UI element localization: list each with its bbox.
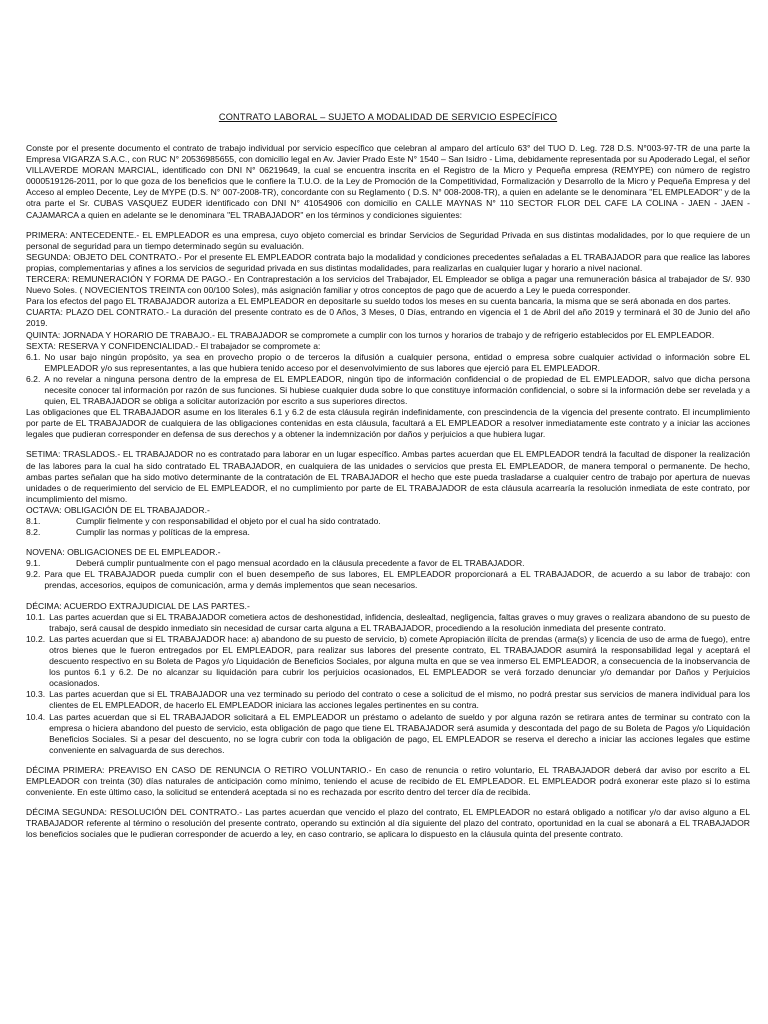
item-text: Para que EL TRABAJADOR pueda cumplir con el buen desempeño de sus labores, EL EMPLEADOR proporcionará a EL TRABAJADOR, de acuerdo a su labor de trabajo: con prendas, accesorios, equipos de comunicación, arma y demás implementos que sean necesarios. xyxy=(44,569,750,591)
clause-sexta-obligations: Las obligaciones que EL TRABAJADOR asume en los literales 6.1 y 6.2 de esta cláusula regirán indefinidamente, con prescindencia de la vigencia del presente contrato. El incumplimiento por parte de EL TRABAJADOR de cualquiera de las obligaciones contenidas en esta cláusula, facultará a EL EMPLEADOR a resolver inmediatamente este contrato y a iniciar las acciones legales que pudieran corresponder en defensa de sus derechos y a obtener la indemnización por daños y perjuicios a que hubiera lugar. xyxy=(26,407,750,440)
list-item xyxy=(26,558,750,569)
item-number: 9.1. xyxy=(26,558,41,569)
clause-tercera: TERCERA: REMUNERACIÓN Y FORMA DE PAGO.- En Contraprestación a los servicios del Trabajador, EL Empleador se obliga a pagar una remuneración básica al trabajador de S/. 930 Nuevo Soles. ( NOVECIENTOS TREINTA con 00/100 Soles), más asignación familiar y otros conceptos de pago que de acuerdo a Ley le pueda corresponder. xyxy=(26,274,750,296)
item-text: Las partes acuerdan que si EL TRABAJADOR solicitará a EL EMPLEADOR un préstamo o adelanto de sueldo y por alguna razón se retirara antes de terminar su contrato con la empresa o hiciera abandono del puesto de servicio, esta obligación de pago que tiene EL TRABAJADOR será asumida y descontada del pago de su Boleta de Pagos y/o Liquidación Beneficios Sociales. Si a pesar del descuento, no se logra cubrir con toda la obligación de pago, EL EMPLEADOR se reserva el derecho a iniciar las acciones legales que estime conveniente en salvaguarda de sus derechos. xyxy=(49,711,750,755)
list-item xyxy=(26,712,750,756)
item-text: Deberá cumplir puntualmente con el pago mensual acordado en la cláusula precedente a favor de EL TRABAJADOR. xyxy=(76,558,525,569)
list-item xyxy=(26,527,750,538)
item-text: Las partes acuerdan que si EL TRABAJADOR cometiera actos de deshonestidad, infidencia, deslealtad, negligencia, faltas graves o muy graves o realizara abandono de su puesto de trabajo, será causal de despido inmediato sin necesidad de cursar carta alguna a EL TRABAJADOR, procediendo a la resolución inmediata del presente contrato. xyxy=(49,611,750,633)
list-item xyxy=(26,612,750,634)
list-item xyxy=(26,374,750,407)
clause-decima: DÉCIMA: ACUERDO EXTRAJUDICIAL DE LAS PARTES.- xyxy=(26,600,250,611)
item-text: Cumplir las normas y políticas de la empresa. xyxy=(76,527,250,538)
clause-sexta: SEXTA: RESERVA Y CONFIDENCIALIDAD.- El trabajador se compromete a: xyxy=(26,340,321,351)
clause-cuarta: CUARTA: PLAZO DEL CONTRATO.- La duración del presente contrato es de 0 Años, 3 Meses, 0 Días, entrando en vigencia el 1 de Abril del año 2019 y terminará el 30 de Junio del año 2019. xyxy=(26,307,750,329)
item-number: 6.1. xyxy=(26,351,41,362)
clause-quinta: QUINTA: JORNADA Y HORARIO DE TRABAJO.- EL TRABAJADOR se compromete a cumplir con los turnos y horarios de trabajo y de refrigerio establecidos por EL EMPLEADOR. xyxy=(26,329,715,340)
item-text: Las partes acuerdan que si EL TRABAJADOR una vez terminado su periodo del contrato o cese a solicitud de el mismo, no podrá prestar sus servicios de manera individual para los clientes de EL EMPLEADOR, de hacerlo EL EMPLEADOR iniciara las acciones legales pertinentes en su contra. xyxy=(49,689,750,711)
clause-segunda: SEGUNDA: OBJETO DEL CONTRATO.- Por el presente EL EMPLEADOR contrata bajo la modalidad y condiciones precedentes señaladas a EL TRABAJADOR para que realice las labores propias, complementarias y afines a los servicios de seguridad privada en sus distintas modalidades, para realizarlas en cualquier lugar y horario a nivel nacional. xyxy=(26,251,750,273)
clause-setima: SETIMA: TRASLADOS.- EL TRABAJADOR no es contratado para laborar en un lugar específico. Ambas partes acuerdan que EL EMPLEADOR tendrá la facultad de disponer la realización de las labores para la cual ha sido contratado EL TRABAJADOR, en cualquiera de las unidades o servicios que presta EL EMPLEADOR, de manera temporal o permanente. De hecho, ambas partes señalan que ha sido motivo determinante de la contratación de EL TRABAJADOR el hecho que este pueda trasladarse a cualquier centro de trabajo por apertura de nuevas unidades o de requerimiento del servicio de EL EMPLEADOR, el no cumplimiento por parte de EL TRABAJADOR de esta cláusula acarrearía la resolución inmediata de este contrato, por incumplimiento del mismo. xyxy=(26,449,750,504)
clause-decima-primera: DÉCIMA PRIMERA: PREAVISO EN CASO DE RENUNCIA O RETIRO VOLUNTARIO.- En caso de renuncia o retiro voluntario, EL TRABAJADOR deberá dar aviso por escrito a EL EMPLEADOR con treinta (30) días naturales de anticipación como mínimo, teniendo el acuse de recibido de EL EMPLEADOR. EL EMPLEADOR podrá exonerar este plazo si lo estima conveniente. En este último caso, la solicitud se entenderá aceptada si no es rechazada por escrito dentro del tercer día de recibida. xyxy=(26,764,750,798)
clause-octava: OCTAVA: OBLIGACIÓN DE EL TRABAJADOR.- xyxy=(26,504,210,515)
item-text: A no revelar a ninguna persona dentro de la empresa de EL EMPLEADOR, ningún tipo de información confidencial o de propiedad de EL EMPLEADOR, salvo que dicha persona necesite conocer tal información por razón de sus funciones. Si hubiese cualquier duda sobre lo que constituye información confidencial, o sobre si la información debe ser revelada y a quien, EL TRABAJADOR se obliga a solicitar autorización por escrito a sus superiores directos. xyxy=(44,373,750,407)
item-number: 8.1. xyxy=(26,516,41,526)
item-number: 10.3. xyxy=(26,689,46,700)
list-item xyxy=(26,689,750,711)
intro-paragraph: Conste por el presente documento el contrato de trabajo individual por servicio específico que celebran al amparo del artículo 63° del TUO D. Leg. 728 D.S. N°003-97-TR de una parte la Empresa VIGARZA S.A.C., con RUC N° 20536985655, con domicilio legal en Av. Javier Prado Este N° 1540 – San Isidro - Lima, debidamente representada por su Apoderado Legal, el señor VILLAVERDE MORAN MARCIAL, identificado con DNI N° 06219649, la cual se encuentra inscrita en el Registro de la Micro y Pequeña empresa (REMYPE) con número de registro 0000519126-2011, por lo que goza de los beneficios que le confiere la T.U.O. de la Ley de Promoción de la Competitividad, Formalización y Desarrollo de la Micro y Pequeña Empresa y del Acceso al empleo Decente, Ley de MYPE (D.S. N° 007-2008-TR), concordante con su Reglamento ( D.S. N° 008-2008-TR), a quien en adelante se le denominara "EL EMPLEADOR" y de la otra parte el Sr. CUBAS VASQUEZ EUDER identificado con DNI N° 41054906 con domicilio en CALLE MAYNAS N° 110 SECTOR FLOR DEL CAFE LA COLINA - JAEN - JAEN - CAJAMARCA a quien en adelante se le denominara "EL TRABAJADOR" en los términos y condiciones siguientes: xyxy=(26,143,750,220)
item-text: No usar bajo ningún propósito, ya sea en provecho propio o de terceros la difusión a cualquier persona, entidad o empresa sobre cualquier actividad o información sobre EL EMPLEADOR y/o sus representantes, a las que hubiera tenido acceso por el desenvolvimiento de sus labores que ejerció para EL EMPLEADOR. xyxy=(44,351,750,373)
item-number: 10.2. xyxy=(26,633,46,644)
item-text: Las partes acuerdan que si EL TRABAJADOR hace: a) abandono de su puesto de servicio, b) comete Apropiación ilícita de prendas (arma(s) y licencia de uso de arma de fuego), entre otros bienes que le fueron entregados por EL EMPLEADOR, para realizar sus labores del presente contrato, EL TRABAJADOR asumirá la responsabilidad legal y aceptará el descuento respectivo en su Boleta de Pagos y/o Liquidación de Beneficios Sociales, por alguna multa en que se vea inmerso EL EMPLEADOR, a consecuencia de la inobservancia de los puntos 6.1 y 6.2. De no alcanzar su liquidación para cubrir los perjuicios ocasionados, EL EMPLEADOR se verá forzado denunciar y/o demandar por Daños y Perjuicios ocasionados. xyxy=(49,633,750,689)
item-number: 6.2. xyxy=(26,373,41,384)
item-number: 10.1. xyxy=(26,611,46,622)
document-title: CONTRATO LABORAL – SUJETO A MODALIDAD DE SERVICIO ESPECÍFICO xyxy=(218,112,558,122)
item-number: 10.4. xyxy=(26,711,46,722)
list-item xyxy=(26,516,750,527)
item-number: 9.2. xyxy=(26,569,41,580)
item-text: Cumplir fielmente y con responsabilidad el objeto por el cual ha sido contratado. xyxy=(76,516,381,526)
item-number: 8.2. xyxy=(26,527,41,538)
clause-novena: NOVENA: OBLIGACIONES DE EL EMPLEADOR.- xyxy=(26,547,221,558)
document-page xyxy=(26,112,750,840)
list-item xyxy=(26,569,750,591)
list-item xyxy=(26,634,750,689)
clause-decima-segunda: DÉCIMA SEGUNDA: RESOLUCIÓN DEL CONTRATO.- Las partes acuerdan que vencido el plazo del contrato, EL EMPLEADOR no estará obligado a notificar y/o dar aviso alguno a EL TRABAJADOR referente al término o resolución del presente contrato, operando su extinción al día siguiente del plazo del contrato, oportunidad en la cual se abonará a EL TRABAJADOR los beneficios sociales que le pudieran corresponder de acuerdo a ley, en caso contrario, se aplicara lo dispuesto en la cláusula quinta del presente contrato. xyxy=(26,807,750,840)
clause-tercera-payment: Para los efectos del pago EL TRABAJADOR autoriza a EL EMPLEADOR en depositarle su sueldo todos los meses en su cuenta bancaria, la misma que se será abonada en dos partes. xyxy=(26,296,731,307)
clause-primera: PRIMERA: ANTECEDENTE.- EL EMPLEADOR es una empresa, cuyo objeto comercial es brindar Servicios de Seguridad Privada en sus distintas modalidades, por lo que requiere de un personal de seguridad para un tiempo determinado según su evaluación. xyxy=(26,229,750,251)
list-item xyxy=(26,352,750,374)
